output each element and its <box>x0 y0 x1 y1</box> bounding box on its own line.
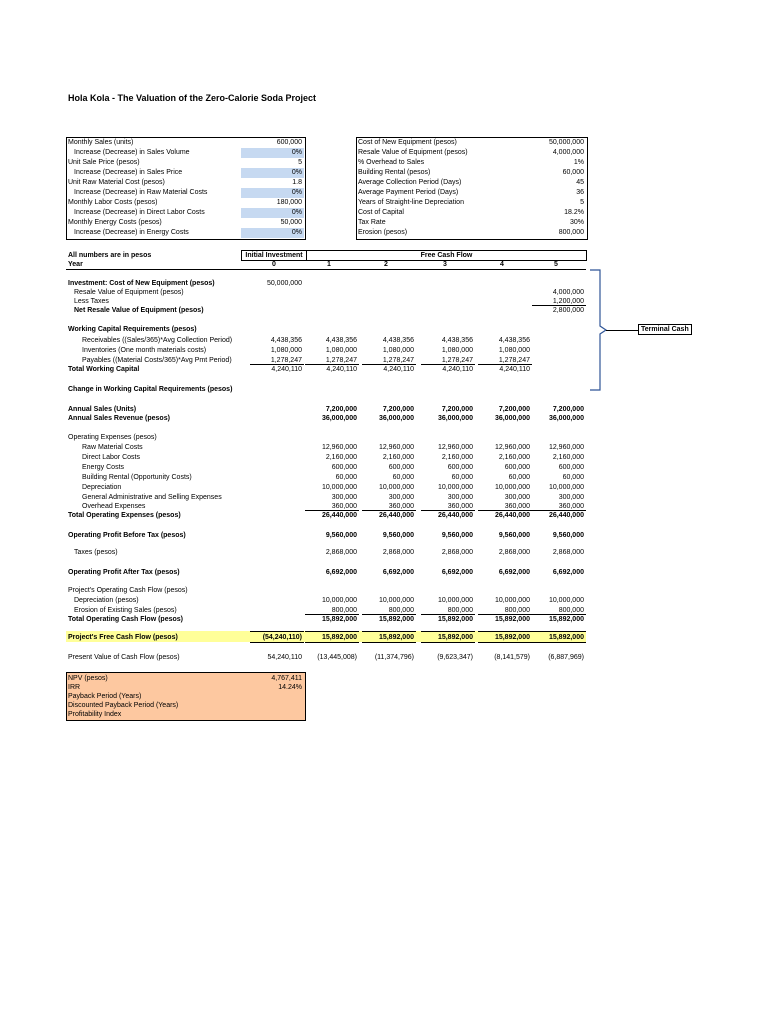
table-cell: 15,892,000 <box>548 634 584 641</box>
table-cell: 600,000 <box>558 464 584 471</box>
table-row-label: Energy Costs <box>82 464 125 471</box>
table-row-label: Total Working Capital <box>68 366 140 373</box>
table-cell: 36,000,000 <box>548 415 584 422</box>
table-row-label: Operating Expenses (pesos) <box>68 434 157 441</box>
table-cell: 1,080,000 <box>382 347 414 354</box>
table-cell: 4,438,356 <box>270 337 302 344</box>
table-cell: 10,000,000 <box>321 484 357 491</box>
table-cell: 2,160,000 <box>498 454 530 461</box>
table-cell: 1,278,247 <box>270 357 302 364</box>
input-label: Average Collection Period (Days) <box>358 179 462 186</box>
table-cell: 12,960,000 <box>321 444 357 451</box>
table-cell: 15,892,000 <box>378 634 414 641</box>
sum-underline <box>305 510 359 511</box>
table-cell: 10,000,000 <box>378 597 414 604</box>
input-value[interactable]: 18.2% <box>564 209 584 216</box>
sum-underline <box>532 642 586 643</box>
table-cell: 800,000 <box>331 607 357 614</box>
input-value[interactable]: 600,000 <box>276 139 302 146</box>
input-value[interactable]: 60,000 <box>562 169 584 176</box>
table-cell: 2,160,000 <box>441 454 473 461</box>
sum-underline <box>305 642 359 643</box>
table-cell: 4,000,000 <box>552 289 584 296</box>
sum-underline <box>421 510 475 511</box>
table-cell: 6,692,000 <box>325 569 357 576</box>
sum-underline <box>250 364 304 365</box>
table-cell: 12,960,000 <box>437 444 473 451</box>
sum-underline <box>532 631 586 632</box>
table-cell: 360,000 <box>331 503 357 510</box>
table-cell: 600,000 <box>331 464 357 471</box>
year-label: Year <box>68 261 83 268</box>
table-cell: 26,440,000 <box>548 512 584 519</box>
sum-underline <box>421 364 475 365</box>
table-cell: 12,960,000 <box>494 444 530 451</box>
table-row-label: Project's Free Cash Flow (pesos) <box>68 634 178 641</box>
table-row-label: Overhead Expenses <box>82 503 146 510</box>
table-cell: 4,438,356 <box>441 337 473 344</box>
table-cell: 1,200,000 <box>552 298 584 305</box>
input-value[interactable]: 5 <box>580 199 584 206</box>
summary-label: Payback Period (Years) <box>68 693 142 700</box>
header-underline <box>66 269 586 270</box>
table-cell: (13,445,008) <box>317 654 357 661</box>
table-cell: 2,868,000 <box>325 549 357 556</box>
year-cell: 5 <box>554 261 558 268</box>
sum-underline <box>421 631 475 632</box>
table-cell: 300,000 <box>447 494 473 501</box>
table-cell: 26,440,000 <box>321 512 357 519</box>
table-cell: (11,374,796) <box>374 654 414 661</box>
table-cell: 300,000 <box>331 494 357 501</box>
sum-underline <box>305 614 359 615</box>
input-value[interactable]: 50,000,000 <box>548 139 584 146</box>
input-label: Years of Straight-line Depreciation <box>358 199 464 206</box>
sum-underline <box>362 364 416 365</box>
table-row-label: Resale Value of Equipment (pesos) <box>74 289 184 296</box>
sum-underline <box>362 614 416 615</box>
summary-label: Discounted Payback Period (Years) <box>68 702 179 709</box>
table-cell: 1,278,247 <box>382 357 414 364</box>
table-cell: 15,892,000 <box>321 634 357 641</box>
table-cell: 360,000 <box>558 503 584 510</box>
table-row-label: Raw Material Costs <box>82 444 143 451</box>
table-cell: 360,000 <box>447 503 473 510</box>
input-value[interactable]: 30% <box>569 219 584 226</box>
table-cell: 9,560,000 <box>552 532 584 539</box>
input-label: Monthly Sales (units) <box>68 139 134 146</box>
table-cell: 10,000,000 <box>494 484 530 491</box>
table-cell: 9,560,000 <box>498 532 530 539</box>
table-cell: 15,892,000 <box>494 616 530 623</box>
input-value[interactable]: 0% <box>291 149 302 156</box>
input-value[interactable]: 0% <box>291 169 302 176</box>
input-label: Monthly Energy Costs (pesos) <box>68 219 162 226</box>
table-cell: 26,440,000 <box>494 512 530 519</box>
input-value[interactable]: 0% <box>291 189 302 196</box>
table-cell: 2,868,000 <box>498 549 530 556</box>
year-cell: 2 <box>384 261 388 268</box>
input-value[interactable]: 0% <box>291 229 302 236</box>
table-cell: 15,892,000 <box>437 634 473 641</box>
summary-value: 14.24% <box>278 684 302 691</box>
table-row-label: Depreciation <box>82 484 122 491</box>
table-cell: 300,000 <box>504 494 530 501</box>
table-cell: 10,000,000 <box>494 597 530 604</box>
table-cell: 800,000 <box>388 607 414 614</box>
table-cell: 2,800,000 <box>552 307 584 314</box>
table-cell: 2,868,000 <box>382 549 414 556</box>
table-cell: (8,141,579) <box>494 654 530 661</box>
table-cell: 10,000,000 <box>437 484 473 491</box>
table-cell: 360,000 <box>504 503 530 510</box>
sum-underline <box>250 631 304 632</box>
table-cell: 4,438,356 <box>325 337 357 344</box>
table-row-label: Depreciation (pesos) <box>74 597 139 604</box>
table-row-label: Taxes (pesos) <box>74 549 118 556</box>
table-cell: 12,960,000 <box>548 444 584 451</box>
initial-investment-label: Initial Investment <box>245 252 303 259</box>
all-numbers-note: All numbers are in pesos <box>68 252 152 259</box>
table-cell: 800,000 <box>504 607 530 614</box>
sum-underline <box>478 642 532 643</box>
table-row-label: Payables ((Material Costs/365)*Avg Pmt Period) <box>82 357 232 364</box>
table-cell: 26,440,000 <box>437 512 473 519</box>
table-cell: 54,240,110 <box>267 654 302 661</box>
year-cell: 4 <box>500 261 504 268</box>
input-label: Unit Sale Price (pesos) <box>68 159 140 166</box>
table-cell: 9,560,000 <box>325 532 357 539</box>
table-row-label: Less Taxes <box>74 298 109 305</box>
table-row-label: Direct Labor Costs <box>82 454 140 461</box>
table-row-label: Working Capital Requirements (pesos) <box>68 326 197 333</box>
input-value[interactable]: 800,000 <box>558 229 584 236</box>
table-cell: 4,240,110 <box>499 366 530 373</box>
input-value[interactable]: 36 <box>576 189 584 196</box>
table-row-label: Receivables ((Sales/365)*Avg Collection Period) <box>82 337 233 344</box>
table-cell: 6,692,000 <box>382 569 414 576</box>
table-cell: 1,080,000 <box>325 347 357 354</box>
table-cell: 50,000,000 <box>266 280 302 287</box>
table-cell: 10,000,000 <box>548 597 584 604</box>
table-cell: 15,892,000 <box>437 616 473 623</box>
sum-underline <box>362 642 416 643</box>
table-cell: 60,000 <box>451 474 473 481</box>
table-cell: 60,000 <box>335 474 357 481</box>
table-cell: 9,560,000 <box>441 532 473 539</box>
sum-underline <box>305 631 359 632</box>
table-row-label: Total Operating Expenses (pesos) <box>68 512 181 519</box>
input-value[interactable]: 45 <box>576 179 584 186</box>
input-label: Cost of New Equipment (pesos) <box>358 139 457 146</box>
year-cell: 0 <box>272 261 276 268</box>
table-cell: 7,200,000 <box>498 406 530 413</box>
table-cell: 4,240,110 <box>271 366 302 373</box>
table-cell: 600,000 <box>388 464 414 471</box>
table-cell: 10,000,000 <box>378 484 414 491</box>
table-cell: 360,000 <box>388 503 414 510</box>
sum-underline <box>478 510 532 511</box>
table-cell: 60,000 <box>508 474 530 481</box>
table-cell: 10,000,000 <box>321 597 357 604</box>
table-cell: 36,000,000 <box>437 415 473 422</box>
table-row-label: Annual Sales (Units) <box>68 406 137 413</box>
table-cell: 36,000,000 <box>321 415 357 422</box>
table-row-label: Building Rental (Opportunity Costs) <box>82 474 192 481</box>
table-row-label: Present Value of Cash Flow (pesos) <box>68 654 180 661</box>
year-cell: 1 <box>327 261 331 268</box>
table-cell: 1,278,247 <box>498 357 530 364</box>
table-cell: 800,000 <box>558 607 584 614</box>
input-label: Cost of Capital <box>358 209 404 216</box>
sum-underline <box>478 631 532 632</box>
input-label: Monthly Labor Costs (pesos) <box>68 199 158 206</box>
terminal-cash-bracket <box>588 266 618 396</box>
fcf-header-label: Free Cash Flow <box>420 252 473 259</box>
table-row-label: Change in Working Capital Requirements (pesos) <box>68 386 233 393</box>
table-row-label: Operating Profit After Tax (pesos) <box>68 569 180 576</box>
table-row-label: Annual Sales Revenue (pesos) <box>68 415 170 422</box>
input-value[interactable]: 0% <box>291 209 302 216</box>
input-value[interactable]: 1% <box>573 159 584 166</box>
page-title: Hola Kola - The Valuation of the Zero-Calorie Soda Project <box>68 93 317 103</box>
table-cell: 7,200,000 <box>325 406 357 413</box>
sum-underline <box>532 305 586 306</box>
table-cell: 4,438,356 <box>498 337 530 344</box>
input-label: Building Rental (pesos) <box>358 169 431 176</box>
summary-value: 4,767,411 <box>271 675 302 682</box>
table-cell: 1,278,247 <box>325 357 357 364</box>
input-value[interactable]: 5 <box>298 159 302 166</box>
table-cell: (9,623,347) <box>437 654 473 661</box>
input-label: Increase (Decrease) in Sales Price <box>74 169 183 176</box>
input-value[interactable]: 50,000 <box>280 219 302 226</box>
table-cell: 1,080,000 <box>270 347 302 354</box>
table-row-label: Erosion of Existing Sales (pesos) <box>74 607 177 614</box>
sum-underline <box>362 510 416 511</box>
input-label: Unit Raw Material Cost (pesos) <box>68 179 165 186</box>
summary-label: NPV (pesos) <box>68 675 108 682</box>
table-cell: (54,240,110) <box>262 634 302 641</box>
table-cell: 2,160,000 <box>325 454 357 461</box>
table-cell: 6,692,000 <box>498 569 530 576</box>
table-cell: 60,000 <box>562 474 584 481</box>
table-cell: 15,892,000 <box>494 634 530 641</box>
table-cell: 26,440,000 <box>378 512 414 519</box>
sum-underline <box>532 614 586 615</box>
input-label: Resale Value of Equipment (pesos) <box>358 149 468 156</box>
table-cell: 60,000 <box>392 474 414 481</box>
table-cell: 600,000 <box>504 464 530 471</box>
sum-underline <box>421 614 475 615</box>
sum-underline <box>421 642 475 643</box>
table-cell: 600,000 <box>447 464 473 471</box>
table-cell: 36,000,000 <box>378 415 414 422</box>
table-cell: 36,000,000 <box>494 415 530 422</box>
table-cell: 4,240,110 <box>383 366 414 373</box>
table-row-label: Net Resale Value of Equipment (pesos) <box>74 307 204 314</box>
table-cell: 10,000,000 <box>437 597 473 604</box>
table-cell: 10,000,000 <box>548 484 584 491</box>
terminal-cash-label: Terminal Cash <box>638 324 692 335</box>
table-cell: (6,887,969) <box>548 654 584 661</box>
input-label: Tax Rate <box>358 219 386 226</box>
table-cell: 15,892,000 <box>378 616 414 623</box>
table-row-label: Investment: Cost of New Equipment (pesos) <box>68 280 215 287</box>
sum-underline <box>362 631 416 632</box>
input-value[interactable]: 180,000 <box>276 199 302 206</box>
table-cell: 1,080,000 <box>441 347 473 354</box>
input-label: Increase (Decrease) in Direct Labor Costs <box>74 209 205 216</box>
table-row-label: Total Operating Cash Flow (pesos) <box>68 616 183 623</box>
table-cell: 6,692,000 <box>552 569 584 576</box>
table-cell: 300,000 <box>558 494 584 501</box>
table-cell: 2,160,000 <box>382 454 414 461</box>
table-cell: 9,560,000 <box>382 532 414 539</box>
table-cell: 6,692,000 <box>441 569 473 576</box>
input-value[interactable]: 1.8 <box>292 179 302 186</box>
table-cell: 2,868,000 <box>441 549 473 556</box>
sum-underline <box>478 364 532 365</box>
table-cell: 2,160,000 <box>552 454 584 461</box>
table-cell: 1,278,247 <box>441 357 473 364</box>
table-row-label: General Administrative and Selling Expenses <box>82 494 222 501</box>
input-label: % Overhead to Sales <box>358 159 425 166</box>
input-label: Increase (Decrease) in Raw Material Costs <box>74 189 208 196</box>
table-cell: 300,000 <box>388 494 414 501</box>
summary-label: Profitability Index <box>68 711 122 718</box>
table-cell: 4,240,110 <box>442 366 473 373</box>
table-cell: 800,000 <box>447 607 473 614</box>
sum-underline <box>478 614 532 615</box>
table-cell: 7,200,000 <box>441 406 473 413</box>
summary-label: IRR <box>68 684 81 691</box>
table-row-label: Operating Profit Before Tax (pesos) <box>68 532 186 539</box>
table-row-label: Inventories (One month materials costs) <box>82 347 207 354</box>
table-cell: 4,438,356 <box>382 337 414 344</box>
table-cell: 1,080,000 <box>498 347 530 354</box>
table-cell: 4,240,110 <box>326 366 357 373</box>
input-label: Erosion (pesos) <box>358 229 408 236</box>
input-label: Increase (Decrease) in Energy Costs <box>74 229 189 236</box>
table-cell: 7,200,000 <box>382 406 414 413</box>
table-row-label: Project's Operating Cash Flow (pesos) <box>68 587 188 594</box>
input-label: Average Payment Period (Days) <box>358 189 459 196</box>
input-value[interactable]: 4,000,000 <box>552 149 584 156</box>
year-cell: 3 <box>443 261 447 268</box>
sum-underline <box>250 642 304 643</box>
table-cell: 12,960,000 <box>378 444 414 451</box>
terminal-cash-connector <box>606 330 638 331</box>
table-cell: 15,892,000 <box>548 616 584 623</box>
table-cell: 15,892,000 <box>321 616 357 623</box>
sum-underline <box>305 364 359 365</box>
input-label: Increase (Decrease) in Sales Volume <box>74 149 190 156</box>
table-cell: 7,200,000 <box>552 406 584 413</box>
table-cell: 2,868,000 <box>552 549 584 556</box>
sum-underline <box>532 510 586 511</box>
